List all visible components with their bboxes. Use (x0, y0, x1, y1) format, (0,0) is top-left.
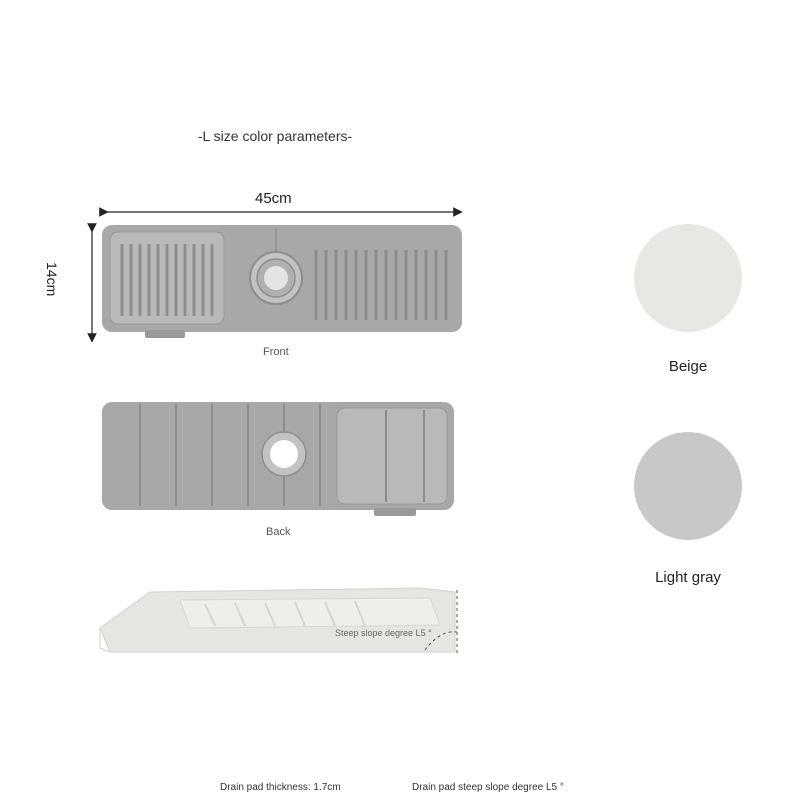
page-title: -L size color parameters- (197, 128, 353, 144)
light-gray-swatch (634, 432, 742, 540)
width-label: 45cm (255, 190, 292, 207)
height-label: 14cm (44, 262, 60, 297)
light-gray-label: Light gray (655, 569, 721, 586)
beige-swatch (634, 224, 742, 332)
beige-label: Beige (668, 358, 708, 375)
front-view-mat (102, 225, 462, 338)
back-view-mat (102, 402, 454, 516)
slope-caption: Drain pad steep slope degree L5 ° (412, 782, 564, 793)
front-label: Front (263, 346, 289, 358)
thickness-caption: Drain pad thickness: 1.7cm (220, 782, 341, 793)
slope-note: Steep slope degree L5 ° (335, 628, 432, 638)
slope-view-mat (100, 588, 457, 655)
back-label: Back (266, 526, 291, 538)
